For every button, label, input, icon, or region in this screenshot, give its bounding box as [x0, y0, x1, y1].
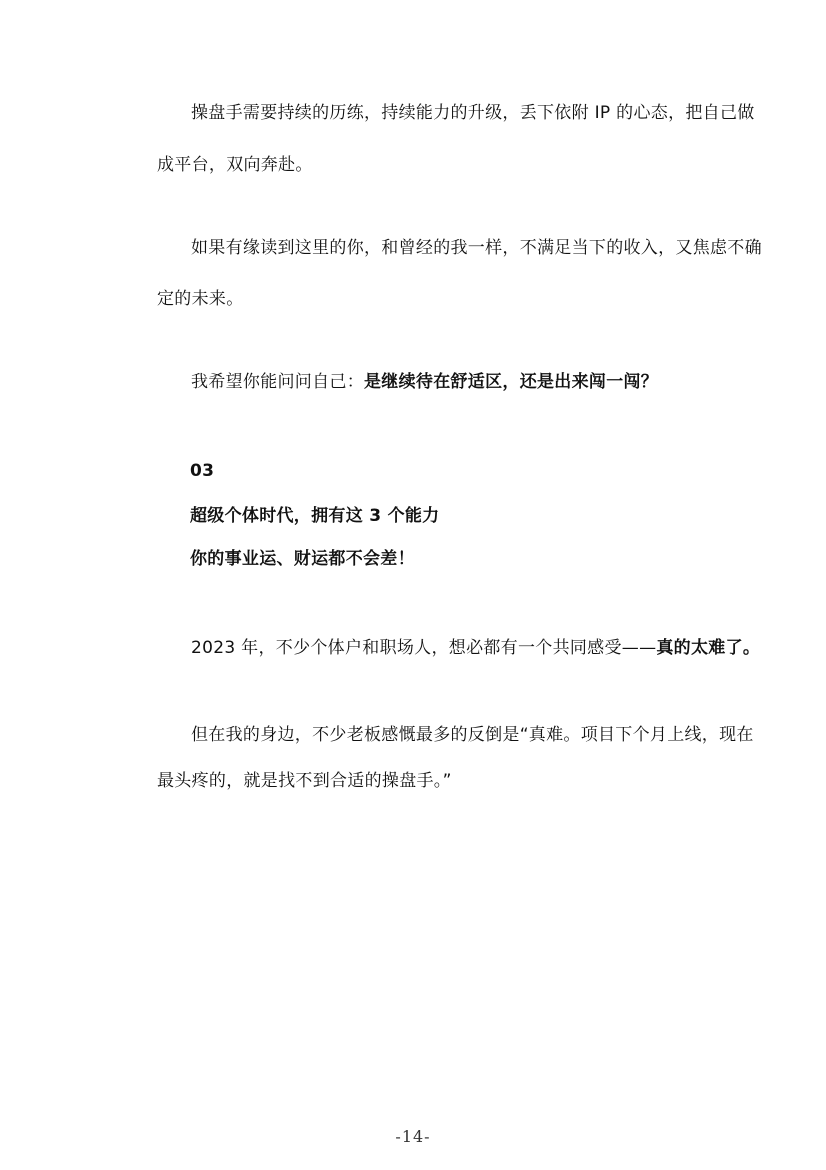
paragraph-4-bold: 真的太难了。: [656, 638, 761, 658]
page-number: -14-: [395, 1127, 431, 1146]
paragraph-1-line-2: 成平台，双向奔赴。: [157, 155, 313, 175]
paragraph-1-line-1: 操盘手需要持续的历练，持续能力的升级，丢下依附 IP 的心态，把自己做: [191, 103, 755, 123]
paragraph-3-normal: 我希望你能问问自己：: [191, 372, 364, 392]
section-title-line-1: 超级个体时代，拥有这 3 个能力: [190, 506, 440, 526]
paragraph-5-line-1: 但在我的身边，不少老板感慨最多的反倒是“真难。项目下个月上线，现在: [191, 725, 754, 745]
section-number: 03: [190, 461, 215, 481]
paragraph-4-normal: 2023 年，不少个体户和职场人，想必都有一个共同感受——: [191, 638, 657, 658]
section-title-line-2: 你的事业运、财运都不会差！: [190, 549, 415, 569]
paragraph-2-line-1: 如果有缘读到这里的你，和曾经的我一样，不满足当下的收入，又焦虑不确: [191, 238, 762, 258]
paragraph-3: [191, 371, 658, 393]
paragraph-2-line-2: 定的未来。: [157, 289, 244, 309]
paragraph-4: [191, 637, 760, 659]
paragraph-5-line-2: 最头疼的，就是找不到合适的操盘手。”: [157, 771, 452, 791]
paragraph-3-bold: 是继续待在舒适区，还是出来闯一闯？: [364, 372, 659, 392]
